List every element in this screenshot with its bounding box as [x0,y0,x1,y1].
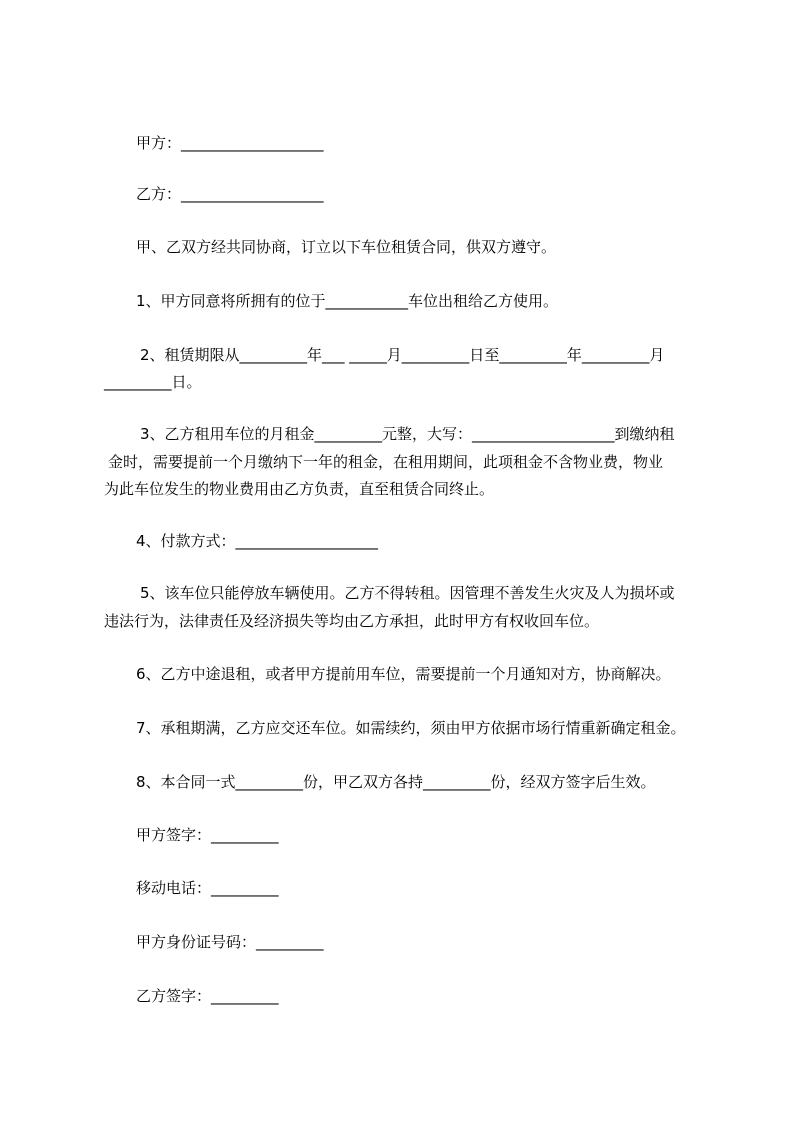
party-b-line: 乙方：___________________ [136,185,324,203]
intro-paragraph: 甲、乙双方经共同协商，订立以下车位租赁合同，供双方遵守。 [136,238,557,256]
clause-5-line-1: 5、该车位只能停放车辆使用。乙方不得转租。因管理不善发生火灾及人为损坏或 [140,584,675,602]
clause-2-line-2: _________日。 [104,373,202,391]
clause-5-line-2: 违法行为，法律责任及经济损失等均由乙方承担，此时甲方有权收回车位。 [104,612,600,630]
clause-2-line-1: 2、租赁期限从_________年___ _____月_________日至_________年_________月 [140,346,665,364]
mobile-phone: 移动电话：_________ [136,879,279,897]
clause-8: 8、本合同一式_________份，甲乙双方各持_________份，经双方签字后生效。 [136,773,656,791]
clause-3-line-1: 3、乙方租用车位的月租金_________元整，大写：___________________到缴纳租 [140,425,675,443]
clause-6: 6、乙方中途退租，或者甲方提前用车位，需要提前一个月通知对方，协商解决。 [136,665,671,683]
party-b-signature: 乙方签字：_________ [136,987,279,1005]
clause-3-line-3: 为此车位发生的物业费用由乙方负责，直至租赁合同终止。 [104,480,495,498]
clause-3-line-2: 金时，需要提前一个月缴纳下一年的租金，在租用期间，此项租金不含物业费，物业 [108,453,664,471]
party-a-id-number: 甲方身份证号码：_________ [136,933,324,951]
clause-1: 1、甲方同意将所拥有的位于___________车位出租给乙方使用。 [136,292,559,310]
party-a-signature: 甲方签字：_________ [136,826,279,844]
party-a-line: 甲方：___________________ [136,134,324,152]
clause-7: 7、承租期满，乙方应交还车位。如需续约，须由甲方依据市场行情重新确定租金。 [136,719,686,737]
clause-4: 4、付款方式：___________________ [136,532,379,550]
